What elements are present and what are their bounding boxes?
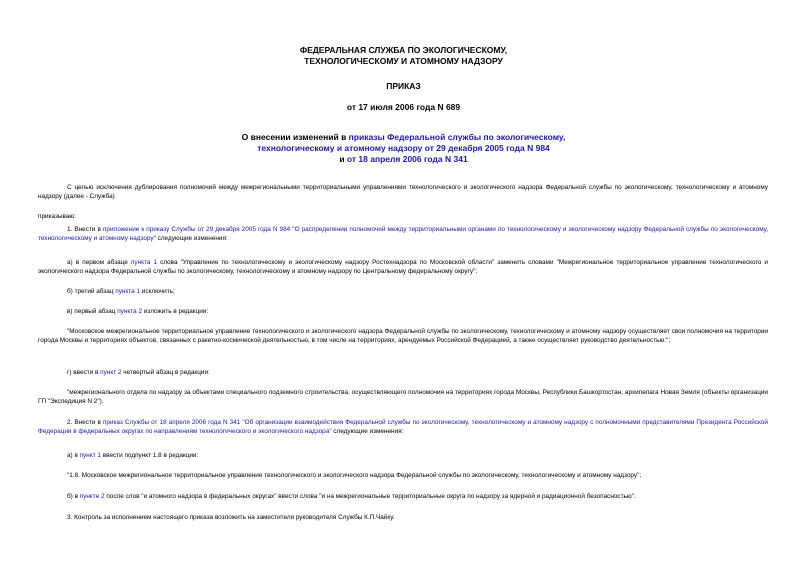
item-2b-text-end: после слов "и атомного надзора в федеральных округах" ввести слова "и на межрегиональные территориальные округа по надзору за ядерной и радиационной безопасностью". xyxy=(104,493,636,500)
item-1b xyxy=(38,287,768,296)
item-1b-text: б) третий абзац xyxy=(67,288,116,295)
subject-link-2[interactable]: технологическому и атомному надзору от 29 декабря 2005 года N 984 xyxy=(257,143,550,153)
item-2a-link[interactable]: пункт 1 xyxy=(79,452,101,459)
item-2a-text-end: ввести подпункт 1.8 в редакции: xyxy=(100,452,199,459)
item-1-text-end: следующие изменения: xyxy=(155,235,228,243)
quote-1: "Московское межрегиональное территориальное управление технологического и экологического надзора Федеральной службы по экологическому, технологическому и атомному надзору осуществляет свои полномочия на территории города Москвы и территориях объектов, связанных с ракетно-космической деятельностью, в том числе на территориях, арендуемых Российской Федерацией, а также осуществляет руководство деятельностью:"; xyxy=(38,328,768,345)
preamble: С целью исключения дублирования полномочий между межрегиональными территориальными управлениями технологического и экологического надзора Федеральной службы по экологическому, технологическому и атомному надзору (далее - Служба) xyxy=(38,184,768,201)
item-2 xyxy=(38,418,768,437)
quote-3: "1.8. Московское межрегиональное территориальное управление технологического и экологического надзора Федеральной службы по экологическому, технологическому и атомному надзору"; xyxy=(67,472,642,479)
item-1a-text-end: слова "Управление по технологическому и экологическому надзору Ростехнадзора по Московской области" заменить словами "Межрегиональное территориальное управление технологического и экологического надзора Федеральной службы по экологическому, технологическому и атомному надзору по Центральному федеральному округу"; xyxy=(38,259,768,276)
agency-line-1: ФЕДЕРАЛЬНАЯ СЛУЖБА ПО ЭКОЛОГИЧЕСКОМУ, xyxy=(299,45,508,55)
item-1b-link[interactable]: пункта 1 xyxy=(115,288,141,295)
item-1b-text-end: исключить; xyxy=(140,288,175,295)
item-2a-text: а) в xyxy=(67,452,80,459)
item-2-text: 2. Внести в xyxy=(67,419,103,426)
item-1a-link[interactable]: пункта 1 xyxy=(130,259,158,266)
subject-and: и xyxy=(339,154,347,164)
item-1d-text: г) ввести в xyxy=(67,369,101,376)
item-1c-text: в) первый абзац xyxy=(67,308,118,315)
item-1-link[interactable]: приложение к приказу Службы от 29 декабря 2005 года N 984 "О распределении полномочий между территориальными органами по технологическому и экологическому надзору Федеральной службы по экологическому, технологическому и атомному надзору" xyxy=(38,226,769,243)
item-3: 3. Контроль за исполнением настоящего приказа возложить на заместителя руководителя Службы К.П.Чайку. xyxy=(67,514,395,521)
item-1c-link[interactable]: пункта 2 xyxy=(117,308,142,315)
item-1 xyxy=(38,225,768,244)
item-1c-text-end: изложить в редакции: xyxy=(142,308,209,315)
subject-link-3[interactable]: от 18 апреля 2006 года N 341 xyxy=(346,154,468,164)
subject-prefix: О внесении изменений в xyxy=(241,132,349,142)
doc-subject xyxy=(0,132,807,165)
item-1d-text-end: четвертый абзац в редакции: xyxy=(121,369,210,376)
agency-name xyxy=(0,45,807,67)
quote-2: "межрегионального отдела по надзору за объектами специального подземного строительства, осуществляющего полномочия на территориях города Москвы, Республики Башкортостан, архипелага Новая Земля (объекты организации ГП "Экспедиция N 2"). xyxy=(38,389,768,406)
item-2-link[interactable]: приказ Службы от 18 апреля 2006 года N 341 "Об организации взаимодействия Федеральной службы по экологическому, технологическому и атомному надзору с полномочными представителями Президента Российской Федерации в федеральных округах по направлениям технологического и экологического надзора" xyxy=(38,419,769,436)
item-2b-link[interactable]: пункте 2 xyxy=(79,493,105,500)
subject-link-1[interactable]: приказы Федеральной службы по экологическому, xyxy=(348,132,566,142)
item-1a-text: а) в первом абзаце xyxy=(67,259,131,266)
item-2b-text: б) в xyxy=(67,493,80,500)
doc-date-number: от 17 июля 2006 года N 689 xyxy=(346,102,461,112)
item-2a xyxy=(38,451,768,460)
item-2b xyxy=(38,492,768,501)
item-1d xyxy=(38,368,768,377)
agency-line-2: ТЕХНОЛОГИЧЕСКОМУ И АТОМНОМУ НАДЗОРУ xyxy=(304,56,503,66)
item-1d-link[interactable]: пункт 2 xyxy=(100,369,122,376)
order-word: приказываю: xyxy=(38,213,76,220)
item-1-text: 1. Внести в xyxy=(67,226,103,233)
item-1a xyxy=(38,258,768,277)
doc-type: ПРИКАЗ xyxy=(386,81,421,91)
item-2-text-end: следующие изменения: xyxy=(331,428,404,436)
item-1c xyxy=(38,307,768,316)
